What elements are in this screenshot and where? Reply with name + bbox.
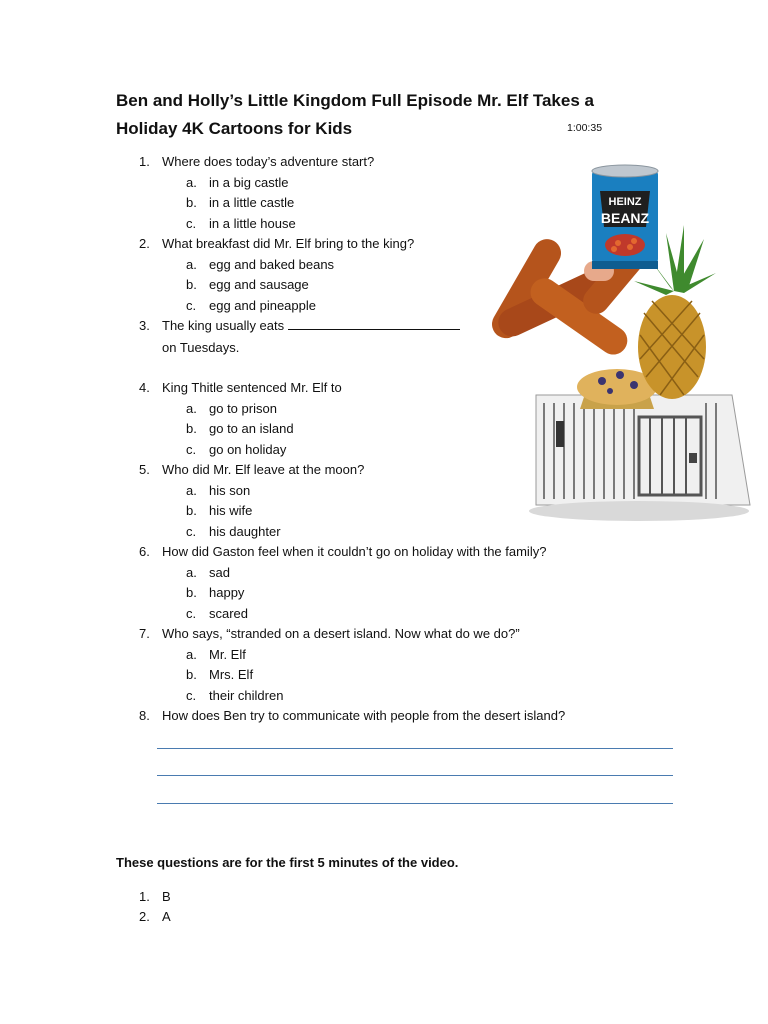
option-text: his wife bbox=[209, 503, 253, 518]
option-letter: a. bbox=[186, 565, 197, 580]
option-text: sad bbox=[209, 565, 230, 580]
option-6b bbox=[186, 583, 244, 604]
option-4b bbox=[186, 419, 294, 440]
option-text: his son bbox=[209, 483, 251, 498]
option-letter: c. bbox=[186, 524, 197, 539]
question-text: What breakfast did Mr. Elf bring to the king? bbox=[162, 236, 415, 251]
option-letter: c. bbox=[186, 298, 197, 313]
option-text: egg and pineapple bbox=[209, 298, 316, 313]
option-1b bbox=[186, 193, 294, 214]
question-text: Where does today’s adventure start? bbox=[162, 154, 375, 169]
question-number: 7. bbox=[139, 626, 150, 641]
option-text: happy bbox=[209, 585, 245, 600]
question-7 bbox=[139, 624, 520, 645]
question-6 bbox=[139, 542, 546, 563]
question-text: King Thitle sentenced Mr. Elf to bbox=[162, 380, 342, 395]
baked-beans-can-icon bbox=[592, 165, 658, 269]
option-text: scared bbox=[209, 606, 249, 621]
question-5 bbox=[139, 460, 364, 481]
question-number: 8. bbox=[139, 708, 150, 723]
option-letter: a. bbox=[186, 647, 197, 662]
option-text: go on holiday bbox=[209, 442, 287, 457]
option-letter: c. bbox=[186, 216, 197, 231]
option-text: Mr. Elf bbox=[209, 647, 246, 662]
worksheet-title: Ben and Holly’s Little Kingdom Full Episode Mr. Elf Takes a Holiday 4K Cartoons for Kids bbox=[116, 91, 594, 138]
option-1c bbox=[186, 214, 296, 235]
question-4 bbox=[139, 378, 342, 399]
question-number: 1. bbox=[139, 154, 150, 169]
option-letter: b. bbox=[186, 277, 197, 292]
question-8 bbox=[139, 706, 565, 727]
question-text: Who did Mr. Elf leave at the moon? bbox=[162, 462, 365, 477]
option-text: in a little castle bbox=[209, 195, 295, 210]
answer-line-3[interactable] bbox=[157, 803, 673, 804]
question-number: 2. bbox=[139, 236, 150, 251]
answer-2 bbox=[139, 907, 171, 927]
option-text: go to prison bbox=[209, 401, 277, 416]
answer-1 bbox=[139, 887, 171, 907]
can-product-text: BEANZ bbox=[600, 210, 650, 226]
option-4c bbox=[186, 440, 286, 461]
question-text: How does Ben try to communicate with people from the desert island? bbox=[162, 708, 566, 723]
answer-number: 1. bbox=[139, 889, 150, 904]
option-letter: b. bbox=[186, 195, 197, 210]
option-text: his daughter bbox=[209, 524, 281, 539]
video-timestamp: 1:00:35 bbox=[567, 122, 603, 134]
answer-number: 2. bbox=[139, 909, 150, 924]
option-text: go to an island bbox=[209, 421, 294, 436]
option-letter: c. bbox=[186, 442, 197, 457]
option-4a bbox=[186, 399, 277, 420]
question-2 bbox=[139, 234, 414, 255]
question-3-continuation: on Tuesdays. bbox=[162, 340, 240, 355]
option-1a bbox=[186, 173, 289, 194]
option-letter: b. bbox=[186, 421, 197, 436]
option-letter: a. bbox=[186, 401, 197, 416]
option-2a bbox=[186, 255, 334, 276]
option-5b bbox=[186, 501, 252, 522]
fill-in-blank[interactable] bbox=[288, 317, 460, 330]
answer-key-note: These questions are for the first 5 minutes of the video. bbox=[116, 855, 459, 870]
option-letter: a. bbox=[186, 483, 197, 498]
option-letter: c. bbox=[186, 688, 197, 703]
question-1 bbox=[139, 152, 374, 173]
illustration-cluster bbox=[484, 163, 754, 525]
question-number: 4. bbox=[139, 380, 150, 395]
prison-cell-icon bbox=[529, 395, 750, 521]
question-number: 3. bbox=[139, 318, 150, 333]
option-letter: b. bbox=[186, 585, 197, 600]
answer-text: B bbox=[162, 889, 171, 904]
option-5c bbox=[186, 522, 281, 543]
option-6a bbox=[186, 563, 230, 584]
answer-line-1[interactable] bbox=[157, 748, 673, 749]
question-number: 6. bbox=[139, 544, 150, 559]
question-text: Who says, “stranded on a desert island. Now what do we do?” bbox=[162, 626, 520, 641]
option-letter: a. bbox=[186, 257, 197, 272]
question-3 bbox=[139, 316, 460, 337]
option-letter: c. bbox=[186, 606, 197, 621]
option-text: egg and sausage bbox=[209, 277, 309, 292]
option-7a bbox=[186, 645, 246, 666]
answer-line-2[interactable] bbox=[157, 775, 673, 776]
option-7b bbox=[186, 665, 253, 686]
option-6c bbox=[186, 604, 248, 625]
option-5a bbox=[186, 481, 250, 502]
option-letter: a. bbox=[186, 175, 197, 190]
option-2c bbox=[186, 296, 316, 317]
answer-text: A bbox=[162, 909, 171, 924]
option-text: their children bbox=[209, 688, 284, 703]
option-text: Mrs. Elf bbox=[209, 667, 254, 682]
question-text: The king usually eats bbox=[162, 318, 285, 333]
option-text: in a little house bbox=[209, 216, 296, 231]
question-text: How did Gaston feel when it couldn’t go on holiday with the family? bbox=[162, 544, 547, 559]
option-text: in a big castle bbox=[209, 175, 289, 190]
option-2b bbox=[186, 275, 309, 296]
option-letter: b. bbox=[186, 503, 197, 518]
question-number: 5. bbox=[139, 462, 150, 477]
option-text: egg and baked beans bbox=[209, 257, 335, 272]
can-brand-text: HEINZ bbox=[608, 196, 642, 208]
option-letter: b. bbox=[186, 667, 197, 682]
option-7c bbox=[186, 686, 283, 707]
